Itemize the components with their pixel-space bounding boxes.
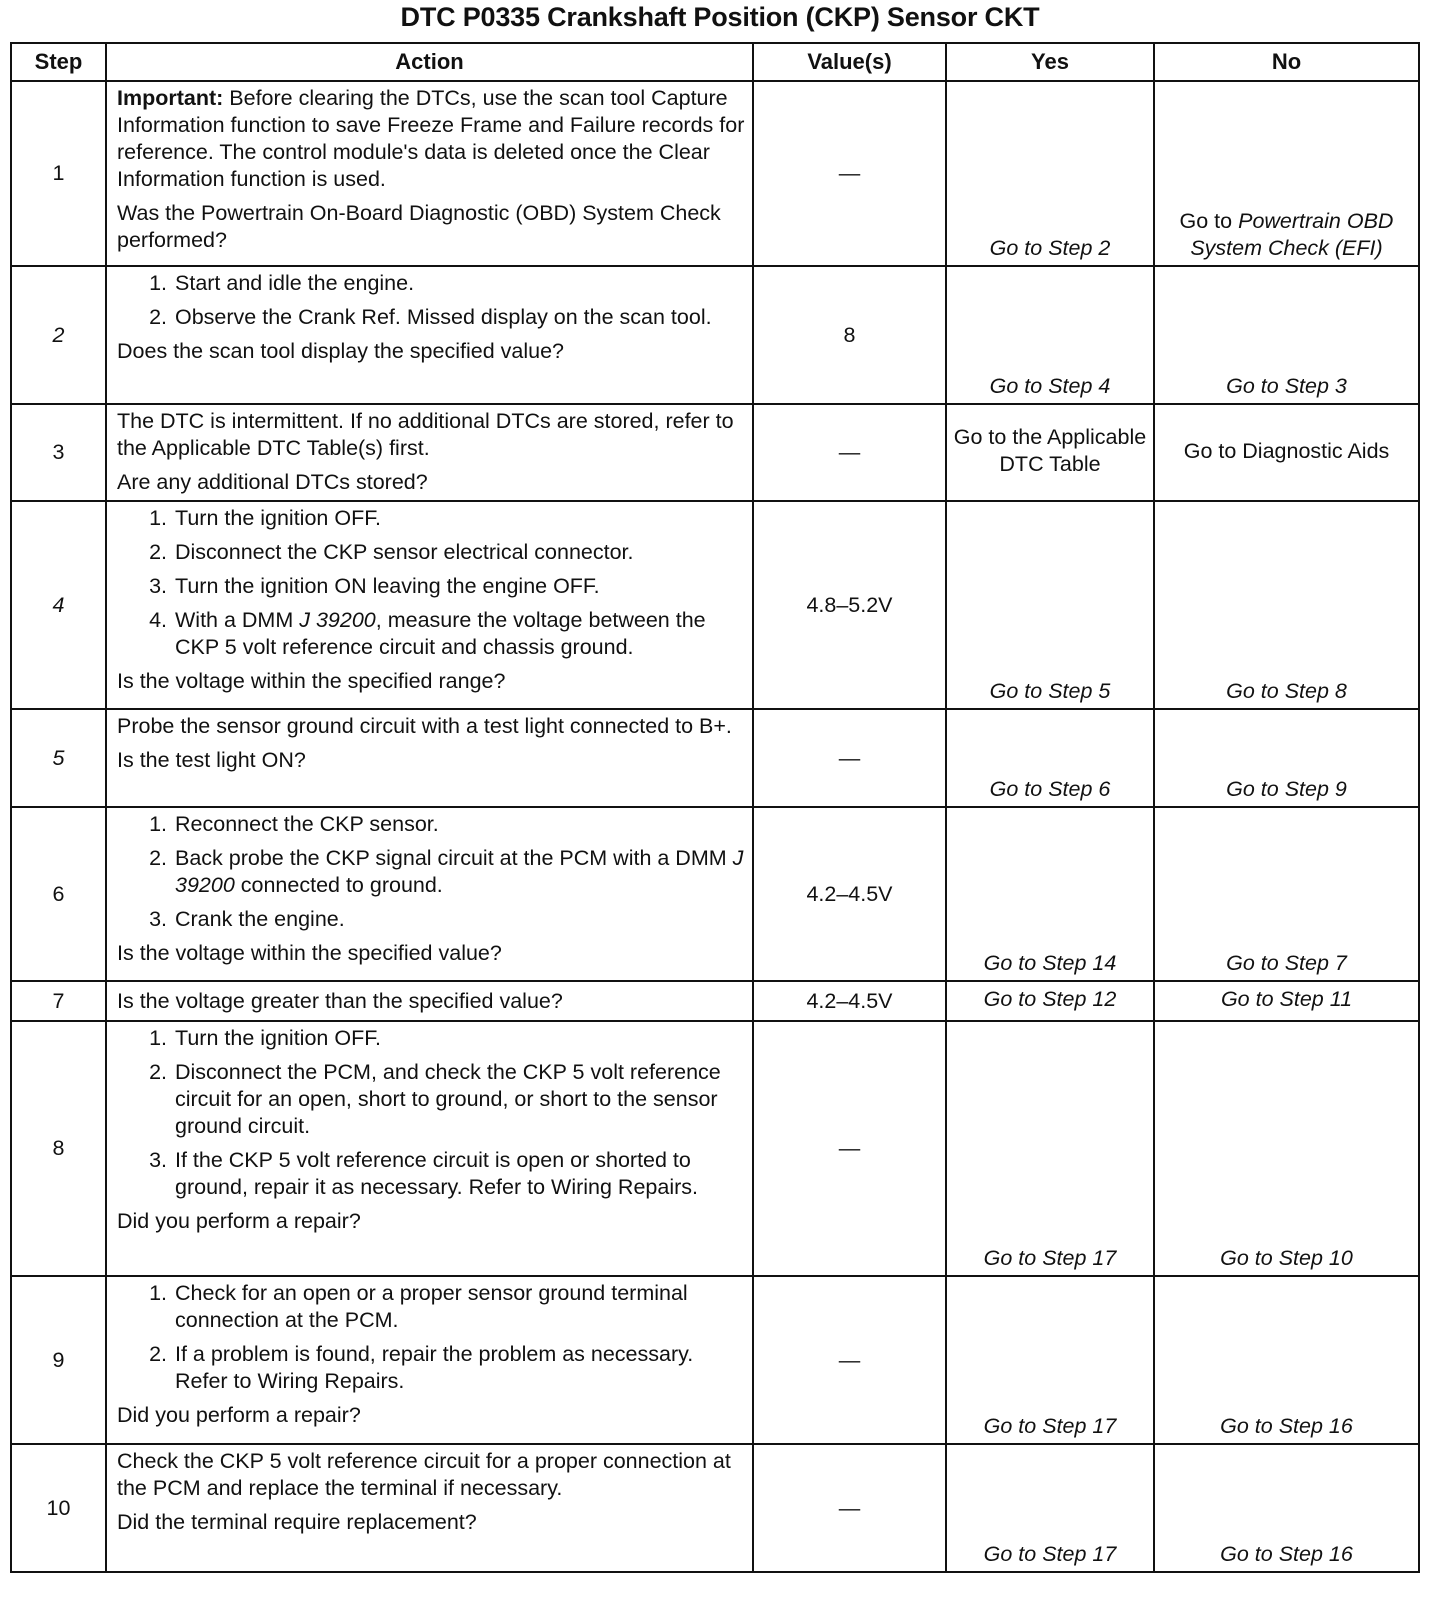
yes-cell: Go to Step 17	[946, 1276, 1154, 1444]
yes-cell: Go to Step 6	[946, 709, 1154, 807]
action-item: 2. If a problem is found, repair the problem as necessary. Refer to Wiring Repairs.	[173, 1341, 746, 1395]
question: Is the test light ON?	[117, 748, 306, 772]
action-item	[173, 845, 746, 899]
table-row	[11, 501, 1419, 709]
important-label: Important:	[117, 86, 224, 110]
action-item: 2. Disconnect the PCM, and check the CKP 5 volt reference circuit for an open, short to ground, or short to the sensor ground circuit.	[173, 1059, 746, 1140]
tool-ref: J 39200	[299, 608, 376, 632]
no-cell: Go to Step 10	[1154, 1021, 1419, 1276]
no-cell: Go to Step 11	[1154, 981, 1419, 1021]
question: Is the voltage greater than the specified value?	[117, 988, 563, 1013]
action-cell	[106, 981, 753, 1021]
value-cell: 8	[753, 266, 946, 404]
action-item: 2. Disconnect the CKP sensor electrical connector.	[173, 539, 746, 566]
no-cell: Go to Step 16	[1154, 1276, 1419, 1444]
table-row	[11, 709, 1419, 807]
step-number: 3	[11, 404, 106, 501]
table-row	[11, 404, 1419, 501]
question: Are any additional DTCs stored?	[117, 470, 428, 494]
action-text: Back probe the CKP signal circuit at the PCM with a DMM	[175, 846, 733, 870]
question: Did you perform a repair?	[117, 1403, 361, 1427]
step-number: 10	[11, 1444, 106, 1572]
action-item: 1. Turn the ignition OFF.	[173, 505, 746, 532]
value-cell: 4.2–4.5V	[753, 981, 946, 1021]
no-reference: Powertrain OBD System Check (EFI)	[1190, 209, 1394, 260]
step-number: 5	[11, 709, 106, 807]
no-cell: Go to Step 7	[1154, 807, 1419, 981]
question: Is the voltage within the specified range?	[117, 669, 506, 693]
no-cell: Go to Step 9	[1154, 709, 1419, 807]
header-row	[11, 43, 1419, 81]
yes-cell: Go to the Applicable DTC Table	[946, 404, 1154, 501]
table-row	[11, 1444, 1419, 1572]
yes-cell: Go to Step 12	[946, 981, 1154, 1021]
no-cell: Go to Step 3	[1154, 266, 1419, 404]
header-action: Action	[106, 43, 753, 81]
value-cell: —	[753, 81, 946, 266]
important-text: Before clearing the DTCs, use the scan tool Capture Information function to save Freeze Frame and Failure records for reference. The control module's data is deleted once the Clear Information function is used.	[117, 86, 745, 191]
question: Did the terminal require replacement?	[117, 1510, 477, 1534]
yes-cell: Go to Step 5	[946, 501, 1154, 709]
action-cell	[106, 81, 753, 266]
action-item: 3. Turn the ignition ON leaving the engine OFF.	[173, 573, 746, 600]
question: Did you perform a repair?	[117, 1209, 361, 1233]
no-cell: Go to Diagnostic Aids	[1154, 404, 1419, 501]
value-cell: —	[753, 1276, 946, 1444]
step-number: 6	[11, 807, 106, 981]
action-cell	[106, 266, 753, 404]
action-cell	[106, 501, 753, 709]
value-cell: —	[753, 404, 946, 501]
action-cell	[106, 1021, 753, 1276]
table-row	[11, 81, 1419, 266]
action-text: With a DMM	[175, 608, 300, 632]
action-text: Probe the sensor ground circuit with a test light connected to B+.	[117, 714, 732, 738]
action-cell	[106, 709, 753, 807]
action-text: connected to ground.	[234, 873, 443, 897]
action-text: , measure the voltage between the CKP 5 volt reference circuit and chassis ground.	[175, 608, 706, 659]
value-cell: —	[753, 709, 946, 807]
step-number: 7	[11, 981, 106, 1021]
action-item: 1. Check for an open or a proper sensor ground terminal connection at the PCM.	[173, 1280, 746, 1334]
step-number: 2	[11, 266, 106, 404]
step-number: 8	[11, 1021, 106, 1276]
action-item	[173, 607, 746, 661]
header-no: No	[1154, 43, 1419, 81]
value-cell: 4.8–5.2V	[753, 501, 946, 709]
table-row	[11, 1021, 1419, 1276]
action-item: 1. Turn the ignition OFF.	[173, 1025, 746, 1052]
yes-cell: Go to Step 4	[946, 266, 1154, 404]
action-item: 1. Start and idle the engine.	[173, 270, 746, 297]
action-text: Check the CKP 5 volt reference circuit for a proper connection at the PCM and replace the terminal if necessary.	[117, 1449, 731, 1500]
yes-cell: Go to Step 17	[946, 1021, 1154, 1276]
no-cell	[1154, 81, 1419, 266]
question: Is the voltage within the specified value?	[117, 941, 502, 965]
table-row	[11, 266, 1419, 404]
step-number: 4	[11, 501, 106, 709]
no-cell: Go to Step 8	[1154, 501, 1419, 709]
action-cell	[106, 404, 753, 501]
table-row	[11, 807, 1419, 981]
table-row	[11, 981, 1419, 1021]
dtc-table	[10, 42, 1420, 1573]
value-cell: 4.2–4.5V	[753, 807, 946, 981]
action-cell	[106, 1276, 753, 1444]
action-cell	[106, 807, 753, 981]
table-row	[11, 1276, 1419, 1444]
action-item: 3. If the CKP 5 volt reference circuit is open or shorted to ground, repair it as necessary. Refer to Wiring Repairs.	[173, 1147, 746, 1201]
step-number: 9	[11, 1276, 106, 1444]
action-text: The DTC is intermittent. If no additional DTCs are stored, refer to the Applicable DTC Table(s) first.	[117, 409, 734, 460]
action-cell	[106, 1444, 753, 1572]
header-step: Step	[11, 43, 106, 81]
header-yes: Yes	[946, 43, 1154, 81]
question: Does the scan tool display the specified value?	[117, 339, 564, 363]
action-item: 1. Reconnect the CKP sensor.	[173, 811, 746, 838]
yes-cell: Go to Step 17	[946, 1444, 1154, 1572]
action-item: 3. Crank the engine.	[173, 906, 746, 933]
step-number: 1	[11, 81, 106, 266]
no-cell: Go to Step 16	[1154, 1444, 1419, 1572]
question: Was the Powertrain On-Board Diagnostic (OBD) System Check performed?	[117, 201, 721, 252]
value-cell: —	[753, 1021, 946, 1276]
tool-ref: J 39200	[175, 846, 744, 897]
action-item: 2. Observe the Crank Ref. Missed display on the scan tool.	[173, 304, 746, 331]
page-title: DTC P0335 Crankshaft Position (CKP) Sensor CKT	[400, 2, 1040, 32]
yes-cell: Go to Step 14	[946, 807, 1154, 981]
no-prefix: Go to	[1179, 209, 1233, 233]
value-cell: —	[753, 1444, 946, 1572]
header-values: Value(s)	[753, 43, 946, 81]
yes-cell: Go to Step 2	[946, 81, 1154, 266]
